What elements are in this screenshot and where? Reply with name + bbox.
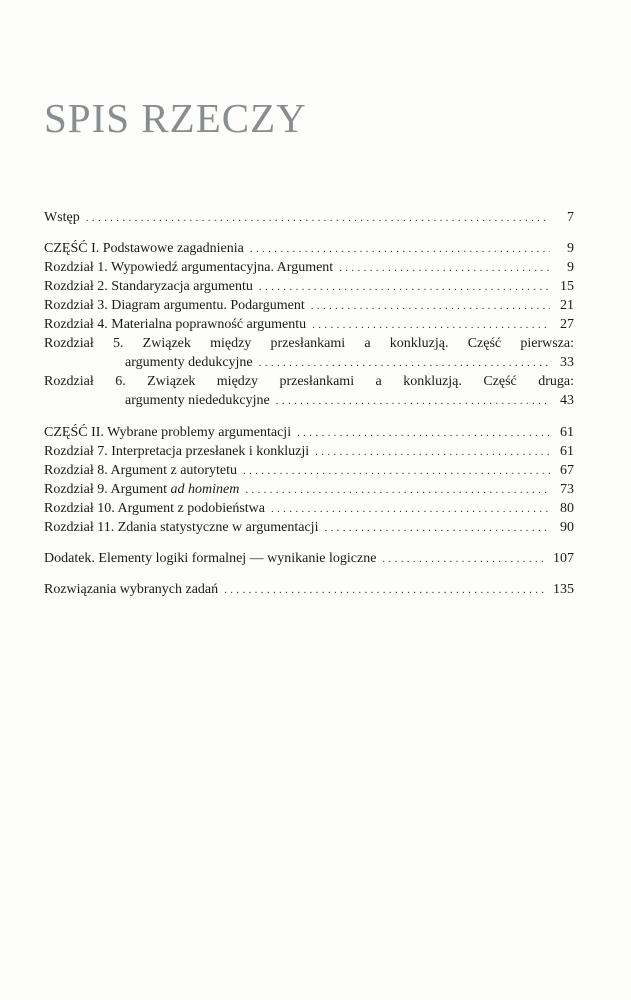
toc-entry-chapter-9[interactable] — [44, 480, 574, 499]
toc-page-number: 67 — [560, 463, 574, 478]
toc-page-number: 15 — [560, 279, 574, 294]
toc-entry-chapter-5[interactable] — [44, 334, 574, 372]
dot-leader — [224, 581, 547, 600]
toc-entry-label-line-1: Rozdział 5. Związek między przesłankami a konkluzją. Część pierwsza: — [44, 336, 574, 351]
toc-entry-label — [44, 480, 239, 499]
toc-page-number: 90 — [560, 520, 574, 535]
dot-leader — [271, 500, 550, 519]
toc-entry-label: Rozwiązania wybranych zadań — [44, 582, 219, 597]
toc-entry-label: Rozdział 11. Zdania statystyczne w argumentacji — [44, 520, 319, 535]
toc-entry-chapter-6[interactable] — [44, 372, 574, 410]
toc-entry-chapter-11[interactable] — [44, 518, 574, 537]
page-title: SPIS RZECZY — [44, 95, 307, 141]
toc-entry-part-1[interactable] — [44, 239, 574, 258]
toc-page-number: 9 — [567, 260, 574, 275]
toc-page-number: 21 — [560, 298, 574, 313]
toc-entry-label: Rozdział 4. Materialna poprawność argumentu — [44, 317, 307, 332]
toc-entry-label: CZĘŚĆ II. Wybrane problemy argumentacji — [44, 425, 292, 440]
dot-leader — [86, 209, 550, 228]
dot-leader — [259, 278, 550, 297]
dot-leader — [276, 392, 550, 411]
toc-entry-label-italic: ad hominem — [170, 482, 240, 497]
toc-page-number: 61 — [560, 425, 574, 440]
dot-leader — [243, 462, 550, 481]
dot-leader — [259, 354, 550, 373]
dot-leader — [339, 259, 550, 278]
dot-leader — [382, 550, 547, 569]
toc-entry-chapter-2[interactable] — [44, 277, 574, 296]
toc-entry-label: Rozdział 10. Argument z podobieństwa — [44, 501, 265, 516]
toc-entry-intro[interactable] — [44, 208, 574, 227]
toc-page-number: 27 — [560, 317, 574, 332]
toc-page-number: 135 — [553, 582, 574, 597]
toc-page-number: 43 — [560, 393, 574, 408]
toc-entry-chapter-3[interactable] — [44, 296, 574, 315]
table-of-contents — [44, 208, 574, 599]
dot-leader — [312, 316, 550, 335]
toc-entry-label-line-2: argumenty niededukcyjne — [125, 393, 270, 408]
toc-entry-label: Rozdział 2. Standaryzacja argumentu — [44, 279, 253, 294]
toc-entry-label-prefix: Rozdział 9. Argument — [44, 482, 171, 497]
toc-entry-chapter-10[interactable] — [44, 499, 574, 518]
toc-page-number: 33 — [560, 355, 574, 370]
toc-entry-label: Wstęp — [44, 210, 80, 225]
dot-leader — [311, 297, 550, 316]
toc-entry-label-line-2: argumenty dedukcyjne — [125, 355, 253, 370]
toc-entry-chapter-4[interactable] — [44, 315, 574, 334]
toc-entry-solutions[interactable] — [44, 580, 574, 599]
toc-page-number: 7 — [567, 210, 574, 225]
toc-entry-label: Dodatek. Elementy logiki formalnej — wynikanie logiczne — [44, 551, 377, 566]
toc-page-number: 73 — [560, 482, 574, 497]
toc-entry-label: Rozdział 8. Argument z autorytetu — [44, 463, 237, 478]
toc-entry-chapter-1[interactable] — [44, 258, 574, 277]
dot-leader — [315, 443, 550, 462]
dot-leader — [297, 424, 550, 443]
toc-page-number: 107 — [553, 551, 574, 566]
toc-page-number: 61 — [560, 444, 574, 459]
toc-entry-label-line-1: Rozdział 6. Związek między przesłankami a konkluzją. Część druga: — [44, 374, 574, 389]
toc-entry-label: CZĘŚĆ I. Podstawowe zagadnienia — [44, 241, 244, 256]
toc-entry-appendix[interactable] — [44, 549, 574, 568]
toc-entry-part-2[interactable] — [44, 423, 574, 442]
dot-leader — [245, 481, 550, 500]
toc-entry-chapter-7[interactable] — [44, 442, 574, 461]
toc-entry-chapter-8[interactable] — [44, 461, 574, 480]
toc-entry-label: Rozdział 7. Interpretacja przesłanek i konkluzji — [44, 444, 310, 459]
toc-entry-label: Rozdział 1. Wypowiedź argumentacyjna. Argument — [44, 260, 334, 275]
toc-page-number: 9 — [567, 241, 574, 256]
dot-leader — [324, 519, 550, 538]
dot-leader — [250, 240, 550, 259]
toc-page-number: 80 — [560, 501, 574, 516]
toc-entry-label: Rozdział 3. Diagram argumentu. Podargument — [44, 298, 305, 313]
